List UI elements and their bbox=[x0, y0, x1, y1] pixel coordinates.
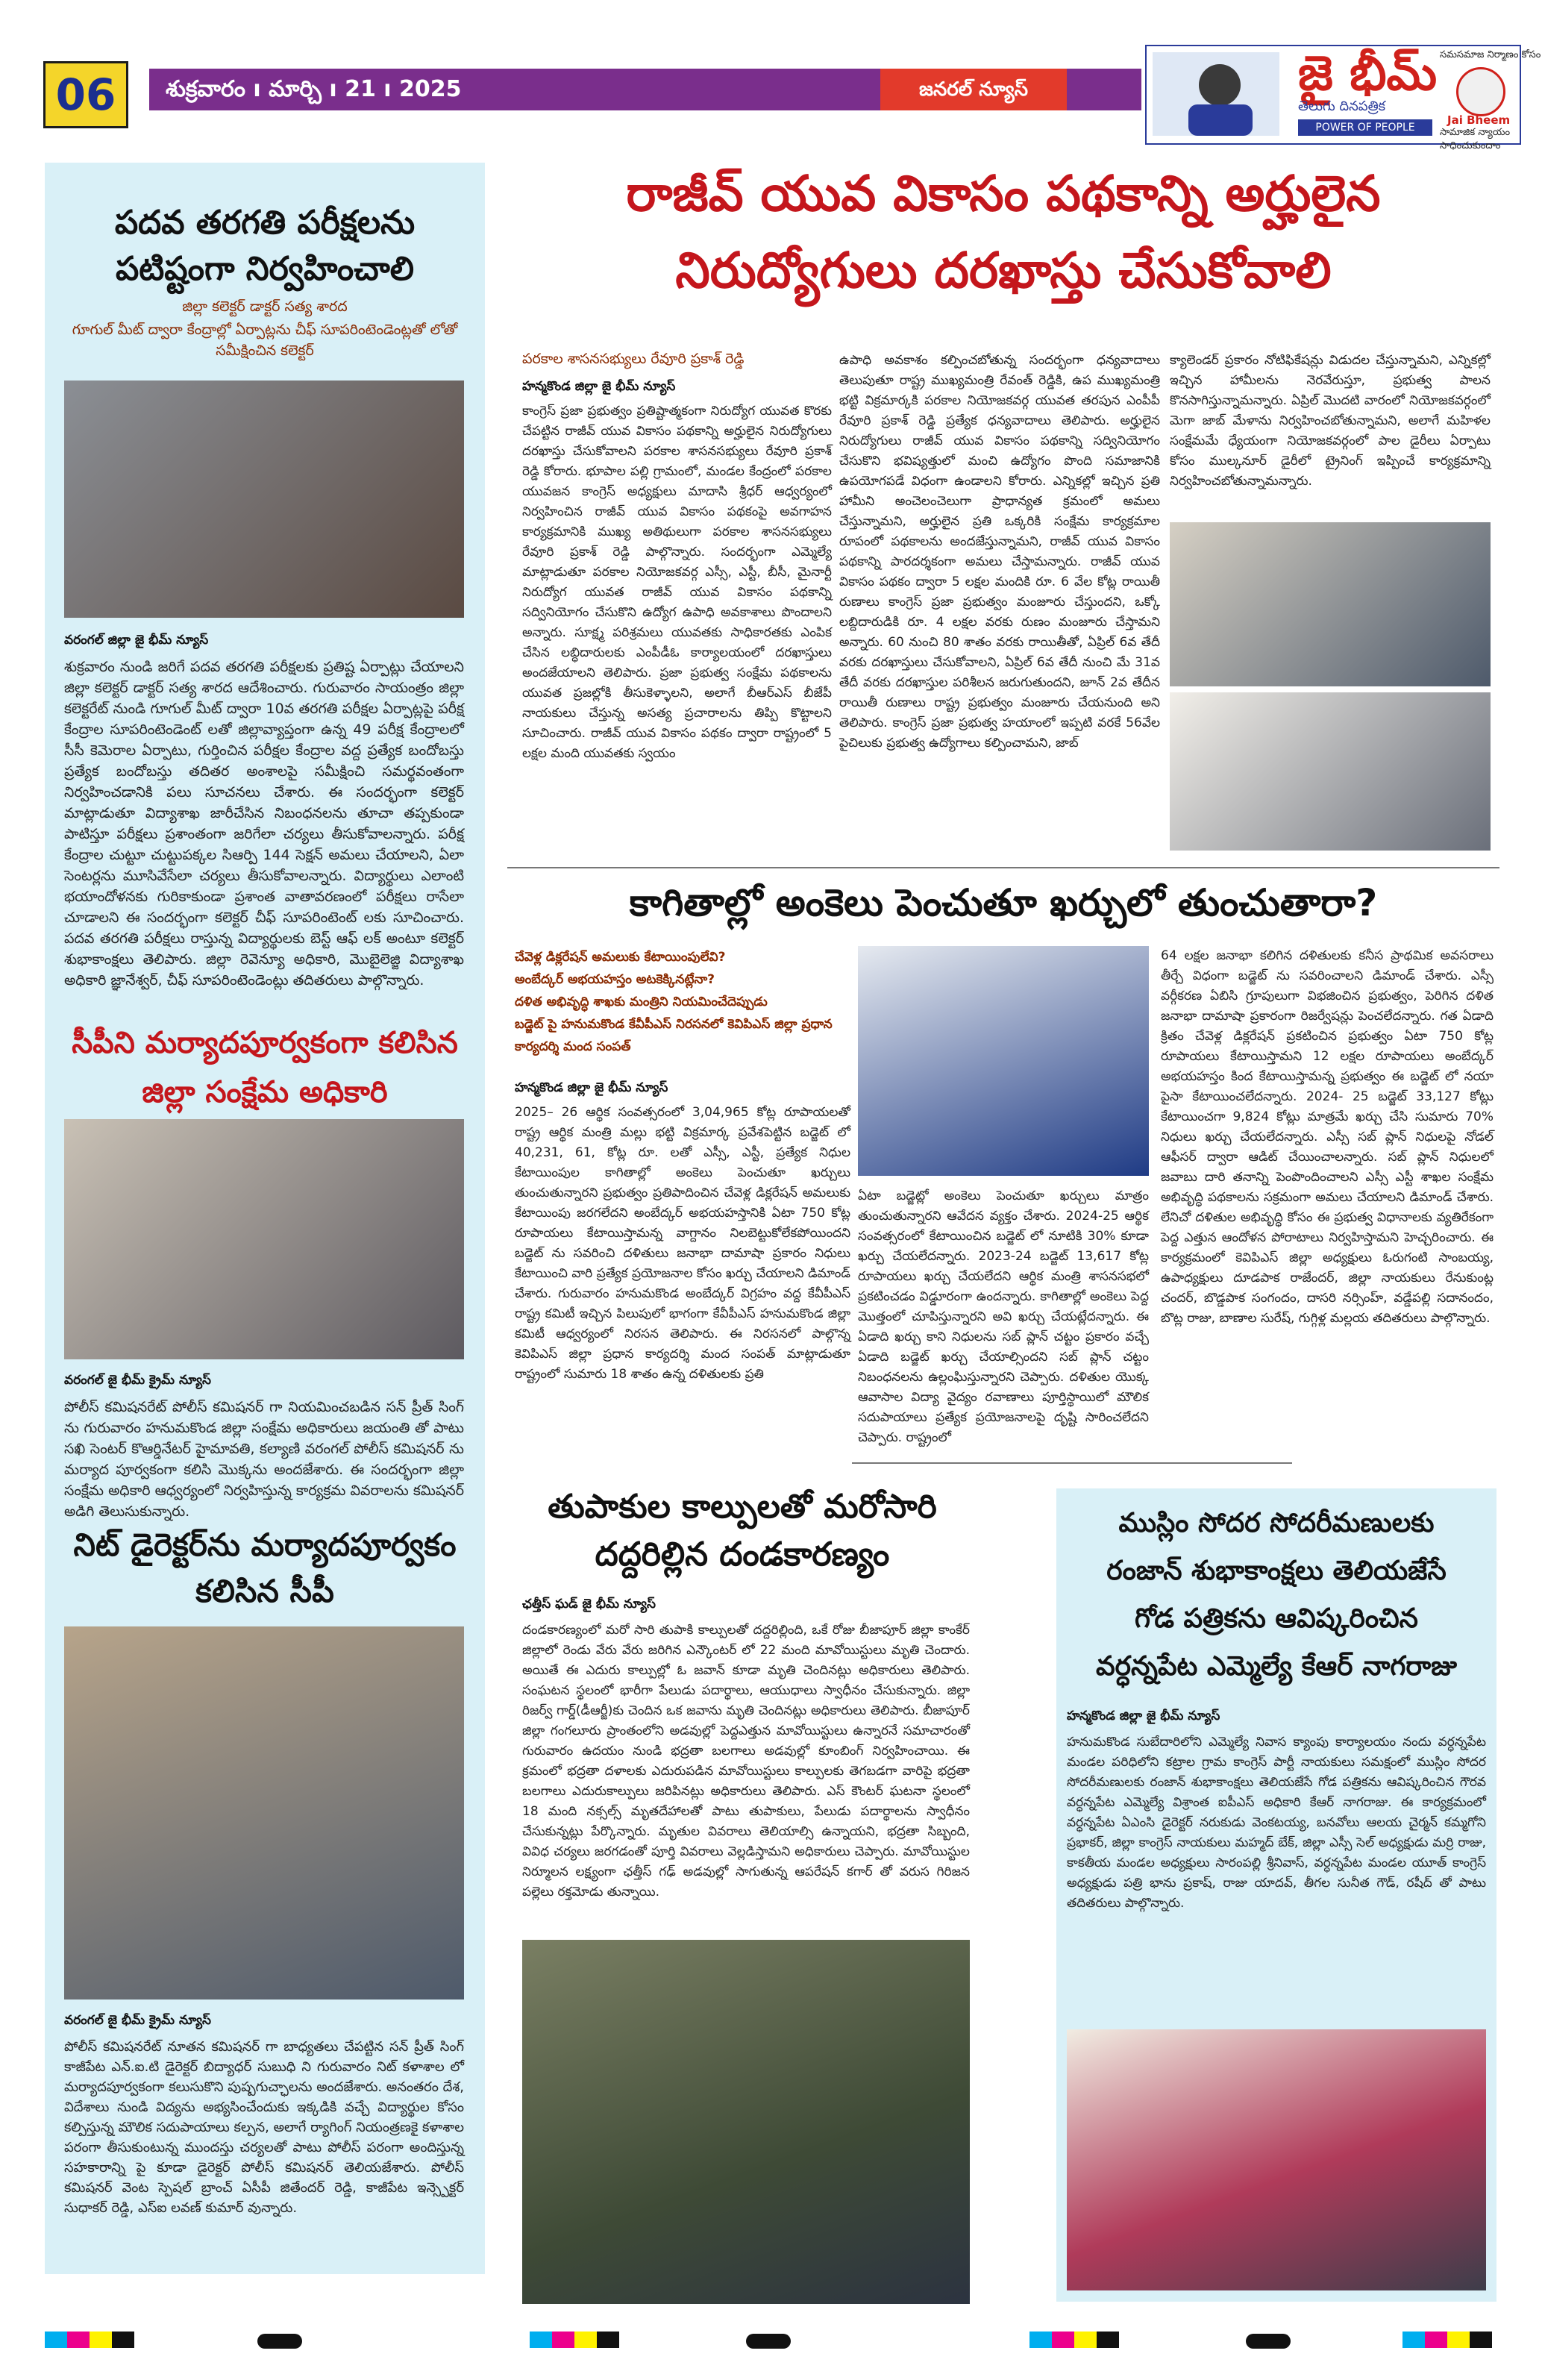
swatch-black bbox=[1470, 2332, 1492, 2348]
lead-headline-line1: రాజీవ్ యువ వికాసం పథకాన్ని అర్హులైన bbox=[626, 165, 1381, 222]
fourth-body: హనుమకొండ సుబేదారిలోని ఎమ్మెల్యే నివాస క్యాంపు కార్యాలయం నందు వర్ధన్నపేట మండల పరిధిలోని కట్రాల గ్రామ కాంగ్రెస్ పార్టీ నాయకులు సమక్షంలో ముస్లిం సోదర సోదరీమణులకు రంజాన్ శుభాకాంక్షలు తెలియజేసే గోడ పత్రికను ఆవిష్కరించిన గౌరవ వర్ధన్నపేట ఎమ్మెల్యే విశ్రాంత ఐపీఎస్ అధికారి కేఆర్ నాగరాజు. ఈ కార్యక్రమంలో వర్ధన్నపేట ఏఎంసి డైరెక్టర్ నరుకుడు వెంకటయ్య, బనవోలు ఆలయ చైర్మన్ కమ్మగోని ప్రభాకర్, జిల్లా కాంగ్రెస్ నాయకులు మహ్మద్ బేక్, జిల్లా ఎస్సీ సెల్ అధ్యక్షుడు మర్రి రాజు, కాకతీయ మండల అధ్యక్షులు సారంపల్లి శ్రీనివాస్, వర్ధన్నపేట మండల యూత్ కాంగ్రెస్ అధ్యక్షుడు పత్రి భాను ప్రకాష్, రాజు యాదవ్, తీగల సునీత గౌడ్, రషీద్ తో పాటు తదితరులు పాల్గొన్నారు. bbox=[1067, 1735, 1486, 1911]
fourth-headline-line3: గోడ పత్రికను ఆవిష్కరించిన bbox=[1135, 1603, 1418, 1634]
third-headline-line2: దద్దరిల్లిన దండకారణ్యం bbox=[595, 1535, 890, 1573]
second-sub2: అంబేద్కర్ అభయహస్తం అటకెక్కినట్లేనా? bbox=[515, 972, 715, 987]
article1-headline: పదవ తరగతి పరీక్షలను పటిష్టంగా నిర్వహించాలి bbox=[114, 204, 416, 288]
swatch-cyan bbox=[1402, 2332, 1425, 2348]
second-byline: హన్మకొండ జిల్లా జై భీమ్ న్యూస్ bbox=[515, 1080, 668, 1095]
lead-photo-bottom bbox=[1170, 692, 1491, 851]
article3-headline: నిట్ డైరెక్టర్‌ను మర్యాదపూర్వకం కలిసిన సీపీ bbox=[73, 1526, 457, 1609]
color-bar-middle bbox=[530, 2332, 619, 2351]
masthead-title: జై భీమ్ bbox=[1298, 46, 1438, 101]
masthead-side-top: సమసమాజ నిర్మాణం కోసం bbox=[1440, 49, 1541, 60]
swatch-magenta bbox=[67, 2332, 90, 2348]
second-col3: 64 లక్షల జనాభా కలిగిన దళితులకు కనీస ప్రాథమిక అవసరాలు తీర్చే విధంగా బడ్జెట్ ను సవరించాలని డిమాండ్ చేశారు. ఎస్సీ వర్గీకరణ ఏబిసి గ్రూపులుగా విభజించిన ప్రభుత్వం, పెరిగిన దళిత జనాభా దామాషా ప్రకారంగా రిజర్వేషన్లు పెంచలేదన్నారు. గత ఏడాది క్రితం చేవెళ్ల డిక్లరేషన్ ప్రకటించిన ప్రభుత్వం ఏటా 750 కోట్ల రూపాయలు కేటాయిస్తామని 12 లక్షల రూపాయలు అంబేద్కర్ అభయహస్తం కింద కేటాయిస్తామన్న ప్రభుత్వం ఈ బడ్జెట్ లో నయా పైసా కేటాయించలేదన్నారు. 2024- 25 బడ్జెట్ 33,127 కోట్లు కేటాయించగా 9,824 కోట్లు మాత్రమే ఖర్చు చేసి సుమారు 70% నిధులు ఖర్చు చేయలేదన్నారు. ఎస్సీ సబ్ ప్లాన్ నిధులపై నోడల్ ఆఫీసర్ ద్వారా ఆడిట్ చేయించాలన్నారు. సబ్ ప్లాన్ నిధులలో జవాబు దారి తనాన్ని పెంపొందించాలని ఎస్సీ ఎస్టీ శాఖల సంక్షేమ అభివృద్ధి పథకాలను సక్రమంగా అమలు చేయాలని డిమాండ్ చేశారు. లేనిచో దళితుల అభివృద్ధి కోసం ఈ ప్రభుత్వ విధానాలకు వ్యతిరేకంగా పెద్ద ఎత్తున ఆందోళన పోరాటాలు నిర్వహిస్తామని హెచ్చరించారు. ఈ కార్యక్రమంలో కెవిపిఎస్ జిల్లా అధ్యక్షులు ఓరుగంటి సాంబయ్య, ఉపాధ్యక్షులు దూడపాక రాజేందర్, జిల్లా నాయకులు రేనుకుంట్ల చందర్, బొడ్డపాక సంగందం, దాసరి నర్సింహ్, వడ్డేపల్లి సదానందం, బొట్ల రాజు, బాణాల సురేష్, గుగ్గిళ్ల మల్లయ తదితరులు పాల్గొన్నారు. bbox=[1161, 948, 1494, 1326]
fourth-photo bbox=[1067, 2029, 1486, 2290]
second-col1: 2025– 26 ఆర్థిక సంవత్సరంలో 3,04,965 కోట్ల రూపాయలతో రాష్ట్ర ఆర్థిక మంత్రి మల్లు భట్టి విక్రమార్క ప్రవేశపెట్టిన బడ్జెట్ లో 40,231, 61, కోట్ల రూ. లతో ఎస్సీ, ఎస్టీ, ప్రత్యేక నిధుల కేటాయింపుల కాగితాల్లో అంకెలు పెంచుతూ ఖర్చులు తుంచుతున్నారని ప్రభుత్వం ప్రతిపాదించిన చేవెళ్ల డిక్లరేషన్ అమలుకు కేటాయింపు జరగలేదని అంబేద్కర్ అభయహస్తానికి ఏటా 750 కోట్ల రూపాయలు కేటాయిస్తామన్న వాగ్దానం నిలబెట్టుకోలేకపోయిందని బడ్జెట్ ను సవరించి దళితులు జనాభా దామాషా ప్రకారం నిధులు కేటాయించి వారి ప్రత్యేక ప్రయోజనాల కోసం ఖర్చు చేయాలని డిమాండ్ చేశారు. గురువారం హనుమకొండ అంబేద్కర్ విగ్రహం వద్ద కేవీపీఎస్ రాష్ట్ర కమిటీ ఇచ్చిన పిలుపులో భాగంగా కేవీపీఎస్ హనుమకొండ జిల్లా కమిటీ ఆధ్వర్యంలో నిరసన తెలిపారు. ఈ నిరసనలో పాల్గొన్న కెవిపిఎస్ జిల్లా ప్రధాన కార్యదర్శి మంద సంపత్ మాట్లాడుతూ రాష్ట్రంలో సుమారు 18 శాతం ఉన్న దళితులకు ప్రతి bbox=[515, 1105, 851, 1382]
swatch-yellow bbox=[574, 2332, 597, 2348]
article3-body: పోలీస్ కమిషనరేట్ నూతన కమిషనర్ గా బాధ్యతలు చేపట్టిన సన్ ప్రీత్ సింగ్ కాజీపేట ఎన్.ఐ.టి డైరెక్టర్ బిద్యాధర్ సుబుధి ని గురువారం నిట్ కళాశాల లో మర్యాదపూర్వకంగా కలుసుకొని పుష్పగుచ్ఛాలను అందజేశారు. అనంతరం దేశ, విదేశాలు నుండి విద్యను అభ్యసించేందుకు ఇక్కడికి వచ్చే విద్యార్థుల కోసం కల్పిస్తున్న మౌలిక సదుపాయాలు కల్పన, అలాగే ర్యాగింగ్ నియంత్రణకై కళాశాల పరంగా తీసుకుంటున్న ముందస్తు చర్యలతో పాటు పోలీస్ పరంగా అందిస్తున్న సహకారాన్ని పై కూడా డైరెక్టర్ పోలీస్ కమిషనర్ తెలియజేశారు. పోలీస్ కమిషనర్ వెంట స్పెషల్ బ్రాంచ్ ఏసీపీ జితేందర్ రెడ్డి, కాజీపేట ఇన్స్పెక్టర్ సుధాకర్ రెడ్డి, ఎస్ఐ లవణ్ కుమార్ వున్నారు. bbox=[64, 2039, 464, 2216]
swatch-cyan bbox=[45, 2332, 67, 2348]
article3-photo bbox=[64, 1626, 464, 1999]
third-byline: ఛత్తీస్ ఘడ్ జై భీమ్ న్యూస్ bbox=[522, 1597, 656, 1612]
lead-col1: కాంగ్రెస్ ప్రజా ప్రభుత్వం ప్రతిష్టాత్మకంగా నిరుద్యోగ యువత కొరకు చేపట్టిన రాజీవ్ యువ వికాసం పథకాన్ని అర్హులైన నిరుద్యోగులు దరఖాస్తు చేసుకోవాలని పరకాల శాసనసభ్యులు రేవూరి ప్రకాశ్ రెడ్డి కోరారు. భూపాల పల్లి గ్రామంలో, మండల కేంద్రంలో పరకాల యువజన కాంగ్రెస్ అధ్యక్షులు మాదాసి శ్రీధర్ ఆధ్వర్యంలో నిర్వహించిన రాజీవ్ యువ వికాసం పథకంపై అవగాహన కార్యక్రమానికి ముఖ్య అతిథులుగా పరకాల శాసనసభ్యులు రేవూరి ప్రకాశ్ రెడ్డి పాల్గొన్నారు. సందర్భంగా ఎమ్మెల్యే మాట్లాడుతూ పరకాల నియోజకవర్గ ఎస్సీ, ఎస్టీ, బీసీ, మైనార్టీ నిరుద్యోగ యువత రాజీవ్ యువ వికాసం పథకాన్ని సద్వినియోగం చేసుకొని ఉద్యోగ ఉపాధి అవకాశాలు పొందాలని అన్నారు. సూక్ష్మ పరిశ్రమలు యువతకు సాధికారతకు ఎంపిక చేసిన లబ్ధిదారులకు ఎంపీడీఓ కార్యాలయంలో దరఖాస్తులు అందజేయాలని తెలిపారు. ప్రజా ప్రభుత్వ సంక్షేమ పథకాలను యువత ప్రజల్లోకి తీసుకెళ్ళాలని, అలాగే బీఆర్ఎస్ బీజేపీ నాయకులు చేస్తున్న అసత్య ప్రచారాలను తిప్పి కొట్టాలని సూచించారు. రాజీవ్ యువ వికాసం పథకం ద్వారా రాష్ట్రంలో 5 లక్షల మంది యువతకు స్వయం bbox=[522, 404, 832, 761]
masthead-logo-text: Jai Bheem bbox=[1447, 113, 1511, 127]
lead-sub: పరకాల శాసనసభ్యులు రేవూరి ప్రకాశ్ రెడ్డి bbox=[522, 351, 745, 367]
lead-byline: హన్మకొండ జిల్లా జై భీమ్ న్యూస్ bbox=[522, 379, 676, 394]
second-subheads bbox=[515, 946, 850, 1058]
color-bar-far-right bbox=[1402, 2332, 1492, 2351]
divider-2 bbox=[852, 1462, 1292, 1464]
swatch-black bbox=[112, 2332, 134, 2348]
article1-sub1: జిల్లా కలెక్టర్ డాక్టర్ సత్య శారద bbox=[182, 298, 348, 315]
second-sub1: చేవెళ్ల డిక్లరేషన్ అమలుకు కేటాయింపులేవి? bbox=[515, 950, 726, 965]
lead-col2: ఉపాధి అవకాశం కల్పించబోతున్న సందర్భంగా ధన్యవాదాలు తెలుపుతూ రాష్ట్ర ముఖ్యమంత్రి రేవంత్ రెడ్డికి, ఉప ముఖ్యమంత్రి భట్టి విక్రమార్కకి పరకాల నియోజకవర్గ యువత తరపున ఎంపీపీ రేవూరి ప్రకాశ్ రెడ్డి ప్రత్యేక ధన్యవాదాలు తెలిపారు. అర్హులైన నిరుద్యోగులు రాజీవ్ యువ వికాసం పథకాన్ని సద్వినియోగం చేసుకొని భవిష్యత్తులో మంచి ఉద్యోగం పొంది సమాజానికి ఉపయోగపడే విధంగా ఉండాలని కోరారు. ఎన్నికల్లో ఇచ్చిన ప్రతి హామీని అంచెలంచెలుగా ప్రాధాన్యత క్రమంలో అమలు చేస్తున్నామని, అర్హులైన ప్రతి ఒక్కరికి సంక్షేమ కార్యక్రమాల రూపంలో పథకాలను అందజేస్తున్నామని, రాజీవ్ యువ వికాసం పథకాన్ని పారదర్శకంగా అమలు చేస్తామన్నారు. రాజీవ్ యువ వికాసం పథకం ద్వారా 5 లక్షల మందికి రూ. 6 వేల కోట్ల రాయితీ రుణాలు కాంగ్రెస్ ప్రజా ప్రభుత్వం మంజూరు చేస్తుందని, ఒక్కో లబ్దిదారుడికి రూ. 4 లక్షల వరకు రుణం మంజూరు చేస్తామని అన్నారు. 60 నుంచి 80 శాతం వరకు రాయితీతో, ఏప్రిల్ 6వ తేదీ వరకు దరఖాస్తులు చేసుకోవాలని, ఏప్రిల్ 6వ తేదీ నుంచి మే 31వ తేదీ వరకు దరఖాస్తుల పరిశీలన జరుగుతుందని, జూన్ 2వ తేదీన రాయితీ రుణాలు రాష్ట్ర ప్రభుత్వం మంజూరు చేయనుంది అని తెలిపారు. కాంగ్రెస్ ప్రజా ప్రభుత్వ హయాంలో ఇప్పటి వరకే 56వేల పైచిలుకు ప్రభుత్వ ఉద్యోగాలు కల్పించామని, జాబ్ bbox=[839, 353, 1160, 751]
swatch-magenta bbox=[552, 2332, 574, 2348]
fourth-byline: హన్మకొండ జిల్లా జై భీమ్ న్యూస్ bbox=[1067, 1709, 1220, 1723]
third-body: దండకారణ్యంలో మరో సారి తుపాకి కాల్పులతో దద్దరిల్లింది, ఒకే రోజు బీజాపూర్ జిల్లా కాంకేర్ జిల్లాలో రెండు వేరు వేరు జరిగిన ఎన్కౌంటర్ లో 22 మంది మావోయిస్టులు మృతి చెందారు. అయితే ఈ ఎదురు కాల్పుల్లో ఓ జవాన్ కూడా మృతి చెందినట్లు అధికారులు తెలిపారు. సంఘటన స్థలంలో భారీగా పేలుడు పదార్థాలు, ఆయుధాలు స్వాధీనం చేసుకున్నారు. జిల్లా రిజర్వ్ గార్డ్(డీఆర్జీ)కు చెందిన ఒక జవాను మృతి చెందినట్లు అధికారులు తెలిపారు. బీజాపూర్ జిల్లా గంగలూరు ప్రాంతంలోని అడవుల్లో పెద్దఎత్తున మావోయిస్టులు ఉన్నారనే సమాచారంతో గురువారం ఉదయం నుండి భద్రతా బలగాలు అడవుల్లో కూంబింగ్ నిర్వహించాయి. ఈ క్రమంలో భద్రతా దళాలకు ఎదురుపడిన మావోయిస్టులు కాల్పులకు తెగబడగా వారిపై భద్రతా బలగాలు ఎదురుకాల్పులు జరిపినట్లు అధికారులు తెలిపారు. ఎస్ కౌంటర్ ఘటనా స్థలంలో 18 మంది నక్సల్స్ మృతదేహాలతో పాటు తుపాకులు, పేలుడు పదార్థాలను స్వాధీనం చేసుకున్నట్లు పేర్కొన్నారు. మృతుల వివరాలు తెలియాల్సి ఉన్నాయని, భద్రతా సిబ్బంది, వివిధ చర్యలు జరగడంతో పూర్తి వివరాలు వెల్లడిస్తామని అధికారులు చెప్పారు. మావోయిస్టుల నిర్మూలన లక్ష్యంగా ఛత్తీస్ గఢ్ అడవుల్లో సాగుతున్న ఆపరేషన్ కగార్ తో వరుస గిరిజన పల్లెలు రక్తమోడు తున్నాయి. bbox=[522, 1623, 970, 1900]
article2-byline: వరంగల్ జై భీమ్ క్రైమ్ న్యూస్ bbox=[64, 1373, 211, 1388]
masthead-logo-icon bbox=[1456, 67, 1505, 116]
masthead-subtitle: తెలుగు దినపత్రిక bbox=[1298, 98, 1386, 114]
article3-byline: వరంగల్ జై భీమ్ క్రైమ్ న్యూస్ bbox=[64, 2013, 211, 2028]
swatch-yellow bbox=[1074, 2332, 1097, 2348]
lead-photo-top bbox=[1170, 522, 1491, 686]
color-bar-left bbox=[45, 2332, 134, 2351]
article1-sub2: గూగుల్ మీట్ ద్వారా కేంద్రాల్లో ఏర్పాట్లను చీఫ్ సూపరింటెండెంట్లతో లోతో సమీక్షించిన కలెక్టర్ bbox=[72, 322, 458, 359]
swatch-magenta bbox=[1052, 2332, 1074, 2348]
section-label: జనరల్ న్యూస్ bbox=[880, 69, 1067, 110]
second-sub3: దళిత అభివృద్ధి శాఖకు మంత్రిని నియమించేదెప్పుడు bbox=[515, 995, 768, 1009]
third-photo bbox=[522, 1940, 970, 2304]
swatch-cyan bbox=[530, 2332, 552, 2348]
article1-photo bbox=[64, 381, 464, 618]
third-headline-line1: తుపాకుల కాల్పులతో మరోసారి bbox=[548, 1488, 937, 1526]
article1-byline: వరంగల్ జిల్లా జై భీమ్ న్యూస్ bbox=[64, 633, 209, 648]
masthead-portrait bbox=[1153, 52, 1279, 136]
second-photo bbox=[858, 946, 1149, 1176]
swatch-yellow bbox=[90, 2332, 112, 2348]
article2-photo bbox=[64, 1119, 464, 1359]
registration-mark bbox=[1246, 2334, 1291, 2349]
lead-col3: క్యాలెండర్ ప్రకారం నోటిఫికేషన్లు విడుదల చేస్తున్నామని, ఎన్నికల్లో ఇచ్చిన హామీలను నెరవేరుస్తూ, ప్రభుత్వ పాలన కొనసాగిస్తున్నామన్నారు. ఏప్రిల్ మొదటి వారంలో నియోజకవర్గంలో మెగా జాబ్ మేళాను నిర్వహించబోతున్నామని, అలాగే మహిళల సంక్షేమమే ధ్యేయంగా నియోజకవర్గంలో పాల డైరీలు ఏర్పాటు కోసం ముల్కనూర్ డైరీలో ట్రైనింగ్ ఇప్పించే కార్యక్రమాన్ని నిర్వహించబోతున్నామన్నారు. bbox=[1170, 353, 1491, 489]
article1-body: శుక్రవారం నుండి జరిగే పదవ తరగతి పరీక్షలకు ప్రతిష్ట ఏర్పాట్లు చేయాలని జిల్లా కలెక్టర్ డాక్టర్ సత్య శారద ఆదేశించారు. గురువారం సాయంత్రం జిల్లా కలెక్టరేట్ నుండి గూగుల్ మీట్ ద్వారా 10వ తరగతి పరీక్షల ఏర్పాట్లపై పరీక్ష కేంద్రాల సూపరింటెండెంట్ లతో జిల్లావ్యాప్తంగా ఉన్న 49 పరీక్ష కేంద్రాలలో సీసీ కెమెరాల ఏర్పాటు, గుర్తించిన పరీక్షల కేంద్రాల వద్ద ప్రత్యేక బందోబస్తు ప్రత్యేక బందోబస్తు తదితర అంశాలపై సమీక్షించి సమర్థవంతంగా నిర్వహించడానికి పలు సూచనలు చేశారు. ఈ సందర్భంగా కలెక్టర్ మాట్లాడుతూ విద్యాశాఖ జారీచేసిన నిబంధనలను తూచా తప్పకుండా పాటిస్తూ పరీక్షలు ప్రశాంతంగా జరిగేలా చర్యలు తీసుకోవాలన్నారు. పరీక్ష కేంద్రాల చుట్టూ చుట్టుపక్కల సిఆర్పి 144 సెక్షన్ అమలు చేయాలని, ఏలా సెంటర్లను మూసివేసేలా చర్యలు తీసుకోవాలన్నారు. విద్యార్థులు ఎలాంటి భయాందోళనకు గురికాకుండా ప్రశాంత వాతావరణంలో పరీక్షలు రాసేలా చూడాలని ఈ సందర్భంగా కలెక్టర్ చీఫ్ సూపరింటెంట్ లకు సూచించారు. పదవ తరగతి పరీక్షలు రాస్తున్న విద్యార్థులకు బెస్ట్ ఆఫ్ లక్ అంటూ కలెక్టర్ శుభాకాంక్షలు తెలిపారు. జిల్లా రెవెన్యూ అధికారి, మొబైలెజ్జి విద్యాశాఖ అధికారి జ్ఞానేశ్వర్, చీఫ్ సూపరింటెండెంట్లు తదితరులు పాల్గొన్నారు. bbox=[64, 659, 464, 989]
swatch-magenta bbox=[1425, 2332, 1447, 2348]
second-col2: ఏటా బడ్జెట్లో అంకెలు పెంచుతూ ఖర్చులు మాత్రం తుంచుతున్నారని ఆవేదన వ్యక్తం చేశారు. 2024-25 ఆర్థిక సంవత్సరంలో కేటాయించిన బడ్జెట్ లో నూటికి 30% కూడా ఖర్చు చేయలేదన్నారు. 2023-24 బడ్జెట్ 13,617 కోట్ల రూపాయలు ఖర్చు చేయలేదని ఆర్థిక మంత్రి శాసనసభలో ప్రకటించడం విడ్డూరంగా ఉందన్నారు. కాగితాల్లో అంకెలు పెద్ద మొత్తంలో చూపిస్తున్నారని అవి ఖర్చు చేయట్లేదన్నారు. ఈ ఏడాది ఖర్చు కాని నిధులను సబ్ ప్లాన్ చట్టం ప్రకారం వచ్చే ఏడాది బడ్జెట్ ఖర్చు చేయాల్సిందని సబ్ ప్లాన్ చట్టం నిబంధనలను ఉల్లంఘిస్తున్నారని చెప్పారు. దళితుల యొక్క ఆవాసాల విద్యా వైద్యం రవాణాలు పూర్తిస్థాయిలో మౌలిక సదుపాయాలు ప్రత్యేక ప్రయోజనాలపై దృష్టి సారించలేదని చెప్పారు. రాష్ట్రంలో bbox=[858, 1189, 1149, 1445]
second-sub4: బడ్జెట్ పై హనుమకొండ కేవీపీఎస్ నిరసనలో కెవిపిఎస్ జిల్లా ప్రధాన కార్యదర్శి మంద సంపత్ bbox=[515, 1017, 833, 1054]
article2-body: పోలీస్ కమిషనరేట్ పోలీస్ కమిషనర్ గా నియమించబడిన సన్ ప్రీత్ సింగ్ ను గురువారం హనుమకొండ జిల్లా సంక్షేమ అధికారులు జయంతి తో పాటు సఖి సెంటర్ కొఆర్డినేటర్ హైమావతి, కల్యాణి వరంగల్ పోలీస్ కమిషనర్ ను మర్యాద పూర్వకంగా కలిసి మొక్కను అందజేశారు. ఈ సందర్భంగా జిల్లా సంక్షేమ అధికారి ఆధ్వర్యంలో నిర్వహిస్తున్న కార్యక్రమ వివరాలను కమిషనర్ అడిగి తెలుసుకున్నారు. bbox=[64, 1399, 464, 1520]
registration-mark bbox=[257, 2334, 302, 2349]
masthead-side-bottom: సామాజిక న్యాయం సాధించుకుందాం bbox=[1440, 127, 1511, 151]
swatch-cyan bbox=[1029, 2332, 1052, 2348]
fourth-headline-line4: వర్ధన్నపేట ఎమ్మెల్యే కేఆర్ నాగరాజు bbox=[1096, 1651, 1457, 1682]
color-bar-right bbox=[1029, 2332, 1119, 2351]
date-text: శుక్రవారం ı మార్చి ı 21 ı 2025 bbox=[166, 76, 462, 102]
portrait-illustration bbox=[1153, 52, 1279, 136]
lead-headline-line2: నిరుద్యోగులు దరఖాస్తు చేసుకోవాలి bbox=[675, 242, 1332, 299]
swatch-black bbox=[1097, 2332, 1119, 2348]
registration-mark bbox=[746, 2334, 791, 2349]
divider-1 bbox=[507, 867, 1499, 868]
page-number: 06 bbox=[43, 61, 128, 128]
fourth-headline-line2: రంజాన్ శుభాకాంక్షలు తెలియజేసే bbox=[1106, 1556, 1447, 1586]
article2-headline: సీపీని మర్యాదపూర్వకంగా కలిసిన జిల్లా సంక్షేమ అధికారి bbox=[72, 1026, 458, 1109]
swatch-yellow bbox=[1447, 2332, 1470, 2348]
fourth-headline-line1: ముస్లిం సోదర సోదరీమణులకు bbox=[1118, 1508, 1435, 1538]
swatch-black bbox=[597, 2332, 619, 2348]
masthead-tagline: POWER OF PEOPLE bbox=[1298, 119, 1432, 136]
second-headline: కాగితాల్లో అంకెలు పెంచుతూ ఖర్చులో తుంచుతారా? bbox=[629, 881, 1378, 924]
